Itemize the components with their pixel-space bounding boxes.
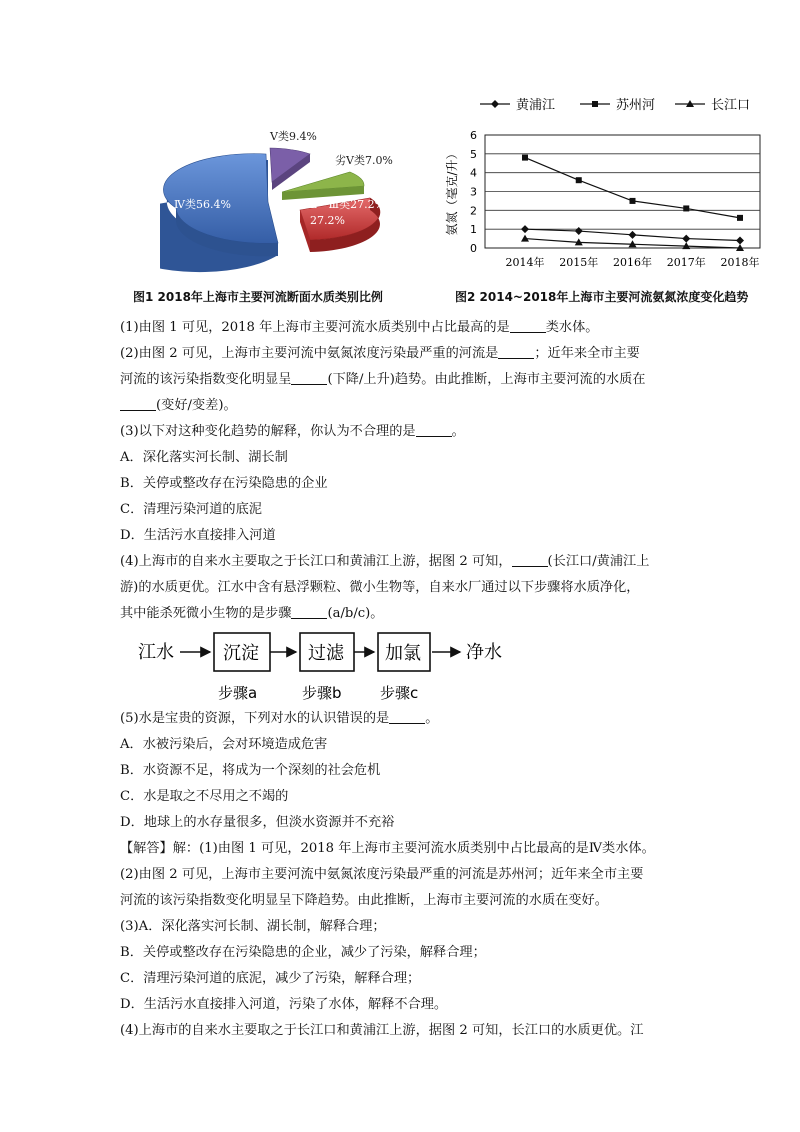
answer-blank[interactable] <box>510 318 546 333</box>
data-point <box>630 198 636 204</box>
data-point <box>629 231 637 239</box>
data-point <box>576 177 582 183</box>
flow-step-b: 步骤b <box>302 684 342 702</box>
answer-blank[interactable] <box>291 604 327 619</box>
y-tick-label: 4 <box>470 166 477 180</box>
x-tick-label: 2016年 <box>613 256 652 269</box>
answer-blank[interactable] <box>512 552 548 567</box>
answer-line: 【解答】解：(1)由图 1 可见，2018 年上海市主要河流水质类别中占比最高的是Ⅳ类水体。 <box>120 841 655 856</box>
data-point <box>737 215 743 221</box>
answer-blank[interactable] <box>416 422 452 437</box>
option-d: D．生活污水直接排入河道 <box>120 528 276 543</box>
y-tick-label: 1 <box>470 223 477 237</box>
x-tick-label: 2014年 <box>505 256 545 269</box>
option-c: C．水是取之不尽用之不竭的 <box>120 789 289 804</box>
flow-start: 江水 <box>138 642 174 663</box>
x-tick-label: 2017年 <box>666 256 706 269</box>
question-3: (3)以下对这种变化趋势的解释，你认为不合理的是 。 <box>120 424 465 439</box>
answer-blank[interactable] <box>291 370 327 385</box>
y-tick-label: 3 <box>470 185 477 199</box>
water-quality-pie-chart <box>160 120 420 290</box>
figure1-caption: 图1 2018年上海市主要河流断面水质类别比例 <box>133 290 383 304</box>
option-a: A．水被污染后，会对环境造成危害 <box>120 737 328 752</box>
svg-text:沉淀: 沉淀 <box>223 643 259 664</box>
flow-step-a: 步骤a <box>218 684 258 702</box>
data-point <box>683 205 689 211</box>
y-tick-label: 5 <box>470 147 477 161</box>
data-point <box>736 236 744 244</box>
y-axis-label: 氨氮（毫克/升） <box>445 147 459 236</box>
ammonia-line-chart <box>430 90 770 280</box>
x-tick-label: 2015年 <box>559 256 599 269</box>
answer-line: 河流的该污染指数变化明显呈下降趋势。由此推断，上海市主要河流的水质在变好。 <box>120 893 608 908</box>
data-point <box>521 225 529 233</box>
legend-marker <box>491 100 499 108</box>
purification-flow-diagram <box>130 628 530 708</box>
answer-blank[interactable] <box>389 709 425 724</box>
legend-label: 黄浦江 <box>516 98 556 113</box>
question-4: (4)上海市的自来水主要取之于长江口和黄浦江上游，据图 2 可知， (长江口/黄浦江上 <box>120 554 650 569</box>
y-tick-label: 2 <box>470 204 477 218</box>
question-block: (1)由图 1 可见，2018 年上海市主要河流水质类别中占比最高的是 类水体。 (2)由图 2 可见，上海市主要河流中氨氮浓度污染最严重的河流是 ；近年来全市主要 河流的该污染指数变化明显呈 (下降/上升)趋势。由此推断，上海市主要河流的水质在 (变好/变差)。 (3)以下对这种变化趋势的解释，你认为不合理的是 。 A．深化落实河长制、湖长制 B．关停或整改存在污染隐患的企业 C．清理污染河道的底泥 D．生活污水直接排入河道 (4)上海市的自来水主要取之于长江口和黄浦江上游，据图 2 可知， (长江口/黄浦江上 游)的水质更优。江水中含有悬浮颗粒、微小生物等，自来水厂通过以下步骤将水质净化， 其中能杀死微小生物的是步骤 (a/b/c)。 <box>120 315 680 627</box>
answer-blank[interactable] <box>498 344 534 359</box>
question-5-block <box>120 706 680 1044</box>
pie-label-inferior-v: 劣Ⅴ类7.0% <box>335 154 393 167</box>
flow-end: 净水 <box>466 642 502 663</box>
option-a: A．深化落实河长制、湖长制 <box>120 450 288 465</box>
data-point <box>682 235 690 243</box>
answer-line: B．关停或整改存在污染隐患的企业，减少了污染，解释合理； <box>120 945 486 960</box>
answer-line: D．生活污水直接排入河道，污染了水体，解释不合理。 <box>120 997 448 1012</box>
figure2-caption: 图2 2014~2018年上海市主要河流氨氮浓度变化趋势 <box>455 290 749 304</box>
question-5: (5)水是宝贵的资源，下列对水的认识错误的是 。 <box>120 711 439 726</box>
option-b: B．关停或整改存在污染隐患的企业 <box>120 476 328 491</box>
data-point <box>575 227 583 235</box>
question-1: (1)由图 1 可见，2018 年上海市主要河流水质类别中占比最高的是 类水体。 <box>120 320 599 335</box>
y-tick-label: 6 <box>470 129 477 142</box>
option-b: B．水资源不足，将成为一个深刻的社会危机 <box>120 763 381 778</box>
pie-label-v: Ⅴ类9.4% <box>270 130 317 143</box>
option-d: D．地球上的水存量很多，但淡水资源并不充裕 <box>120 815 395 830</box>
svg-text:加氯: 加氯 <box>385 643 421 664</box>
x-tick-label: 2018年 <box>720 256 760 269</box>
pie-label-ii-iii: Ⅱ～Ⅲ类27.2% <box>310 198 386 211</box>
data-point <box>521 235 529 242</box>
answer-line: (2)由图 2 可见，上海市主要河流中氨氮浓度污染最严重的河流是苏州河；近年来全市主要 <box>120 867 644 882</box>
answer-blank[interactable] <box>120 396 156 411</box>
series-line-1 <box>525 158 740 218</box>
pie-label-iv: Ⅳ类56.4% <box>174 198 231 211</box>
pie-label-ii-iii-pct: 27.2% <box>310 214 345 227</box>
answer-line: C．清理污染河道的底泥，减少了污染，解释合理； <box>120 971 421 986</box>
legend-label: 长江口 <box>711 98 751 113</box>
question-2: (2)由图 2 可见，上海市主要河流中氨氮浓度污染最严重的河流是 ；近年来全市主要 <box>120 346 640 361</box>
data-point <box>522 155 528 161</box>
legend-label: 苏州河 <box>616 98 656 113</box>
svg-text:过滤: 过滤 <box>308 643 344 664</box>
answer-line: (4)上海市的自来水主要取之于长江口和黄浦江上游，据图 2 可知，长江口的水质更优。江 <box>120 1023 644 1038</box>
option-c: C．清理污染河道的底泥 <box>120 502 262 517</box>
legend-marker <box>592 101 598 107</box>
answer-line: (3)A．深化落实河长制、湖长制，解释合理； <box>120 919 386 934</box>
y-tick-label: 0 <box>470 242 477 255</box>
flow-step-c: 步骤c <box>380 684 419 702</box>
